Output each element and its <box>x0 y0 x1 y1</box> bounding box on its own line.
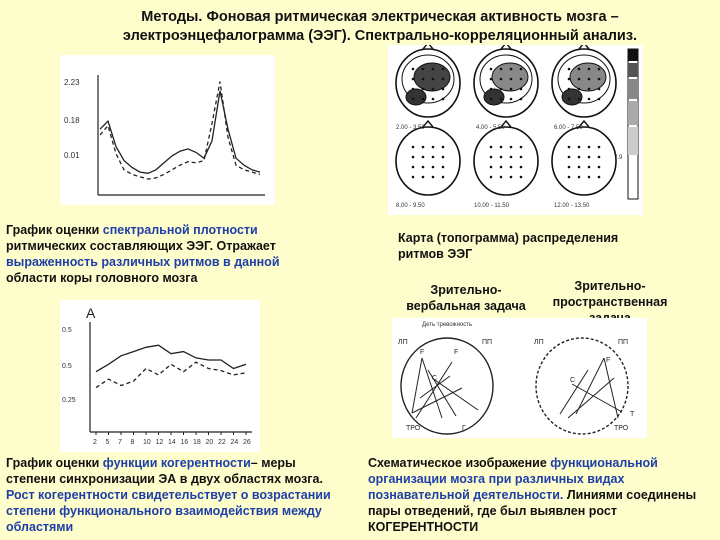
scheme-electrode-label: ПП <box>482 339 493 346</box>
caption-scheme <box>368 455 708 535</box>
caption-coherence <box>6 455 336 535</box>
coherence-scheme <box>392 318 647 438</box>
scheme-electrode-label: C <box>432 375 438 382</box>
coherence-x-tick-label: 24 <box>230 439 239 446</box>
band-label: 10.00 - 11.50 <box>474 203 509 209</box>
topogram-head <box>474 45 538 117</box>
caption-spectral <box>6 222 326 286</box>
coherence-chart <box>60 300 260 452</box>
coherence-x-tick-label: 8 <box>130 439 135 446</box>
intensity-scale-bar <box>628 49 638 199</box>
topogram-head <box>552 45 616 117</box>
topogram-head <box>552 121 616 195</box>
band-label: 8.00 - 9.50 <box>396 203 425 209</box>
caption-coherence-text: – меры степени синхронизации ЭА в двух областях мозга. <box>6 456 323 486</box>
task-verbal-label <box>396 282 536 314</box>
caption-coherence-highlight: Рост когерентности свидетельствует о возрастании степени функционального взаимодействия между областями <box>6 488 331 534</box>
coherence-x-tick-label: 16 <box>180 439 189 446</box>
coherence-x-tick-label: 2 <box>93 439 97 446</box>
caption-spectral-text: ритмических составляющих ЭЭГ. Отражает <box>6 239 276 253</box>
spectral-series-line <box>100 91 260 173</box>
task-verbal-line: вербальная задача <box>406 299 526 313</box>
spectral-chart-panel <box>60 55 275 205</box>
coherence-x-tick-label: 22 <box>218 439 226 446</box>
topogram-head <box>396 121 460 195</box>
caption-topogram <box>398 230 688 262</box>
caption-topogram-line: ритмов ЭЭГ <box>398 247 473 261</box>
coherence-x-tick-label: 14 <box>168 439 176 446</box>
scheme-electrode-label: ЛП <box>398 339 408 346</box>
scheme-electrode-label: ПП <box>618 339 629 346</box>
coherence-x-tick-label: 10 <box>143 439 151 446</box>
coherence-x-tick-label: 26 <box>243 439 251 446</box>
coherence-x-tick-label: 18 <box>193 439 201 446</box>
scheme-electrode-label: F <box>420 349 425 356</box>
caption-spectral-text: области коры головного мозга <box>6 271 198 285</box>
title-line-1: Методы. Фоновая ритмическая электрическая активность мозга – <box>141 9 619 25</box>
topogram-panel <box>388 45 643 215</box>
scheme-electrode-label: Т <box>630 411 635 418</box>
scheme-electrode-label: F <box>606 357 611 364</box>
task-spatial-line: Зрительно- <box>574 279 646 293</box>
scheme-electrode-label: F <box>454 349 459 356</box>
spectral-series-line <box>100 82 260 180</box>
scheme-electrode-label: ЛП <box>534 339 544 346</box>
band-label: 12.00 - 13.50 <box>554 203 590 209</box>
scheme-header: Деть тревожность <box>422 322 473 328</box>
scale-label: 7.9 <box>614 155 623 161</box>
caption-scheme-text: Линиями соединены пары отведений, где был выявлен рост КОГЕРЕНТНОСТИ <box>368 488 697 534</box>
caption-spectral-highlight: выраженность различных ритмов в данной <box>6 255 280 269</box>
band-label: 4.00 - 5.50 <box>476 125 505 131</box>
coherence-series-line <box>96 345 246 372</box>
caption-coherence-text: График оценки <box>6 456 103 470</box>
spectral-chart <box>60 55 275 205</box>
caption-coherence-highlight: функции когерентности <box>102 456 251 470</box>
task-spatial-line: пространственная <box>552 295 668 309</box>
topogram <box>388 45 643 215</box>
caption-scheme-highlight: функциональной организации мозга при различных видах познавательной деятельности. <box>368 456 658 502</box>
scheme-electrode-label: ТРО <box>406 425 421 432</box>
coherence-y-tick: 0.5 <box>62 363 72 370</box>
scheme-head-verbal <box>401 338 493 434</box>
coherence-scheme-panel <box>392 318 647 438</box>
title-line-2: электроэнцефалограмма (ЭЭГ). Спектрально-корреляционный анализ. <box>122 28 638 44</box>
caption-topogram-line: Карта (топограмма) распределения <box>398 231 619 245</box>
coherence-series-line <box>96 362 246 387</box>
band-label: 6.00 - 7.50 <box>554 125 583 131</box>
coherence-chart-panel <box>60 300 260 452</box>
coherence-x-tick-label: 7 <box>118 439 122 446</box>
coherence-x-tick-label: 20 <box>205 439 214 446</box>
slide-title <box>60 8 700 46</box>
coherence-y-tick: 0.5 <box>62 327 72 334</box>
scheme-electrode-label: ТРО <box>614 425 629 432</box>
topogram-head <box>474 121 538 195</box>
spectral-y-tick: 0.18 <box>64 116 80 125</box>
coherence-y-tick: 0.25 <box>62 397 76 404</box>
coherence-panel-letter: A <box>86 305 96 321</box>
caption-spectral-highlight: спектральной плотности <box>102 223 258 237</box>
caption-scheme-text: Схематическое изображение <box>368 456 551 470</box>
scheme-electrode-label: Г <box>462 425 466 432</box>
scheme-electrode-label: C <box>570 377 576 384</box>
spectral-y-tick: 0.01 <box>64 151 80 160</box>
spectral-y-tick: 2.23 <box>64 78 80 87</box>
band-label: 2.00 - 3.50 <box>396 125 425 131</box>
caption-spectral-text: График оценки <box>6 223 103 237</box>
scheme-head-spatial <box>536 338 628 434</box>
task-verbal-line: Зрительно- <box>430 283 502 297</box>
coherence-x-tick-label: 12 <box>155 439 164 446</box>
coherence-x-tick-label: 5 <box>105 439 110 446</box>
topogram-head <box>396 45 460 117</box>
